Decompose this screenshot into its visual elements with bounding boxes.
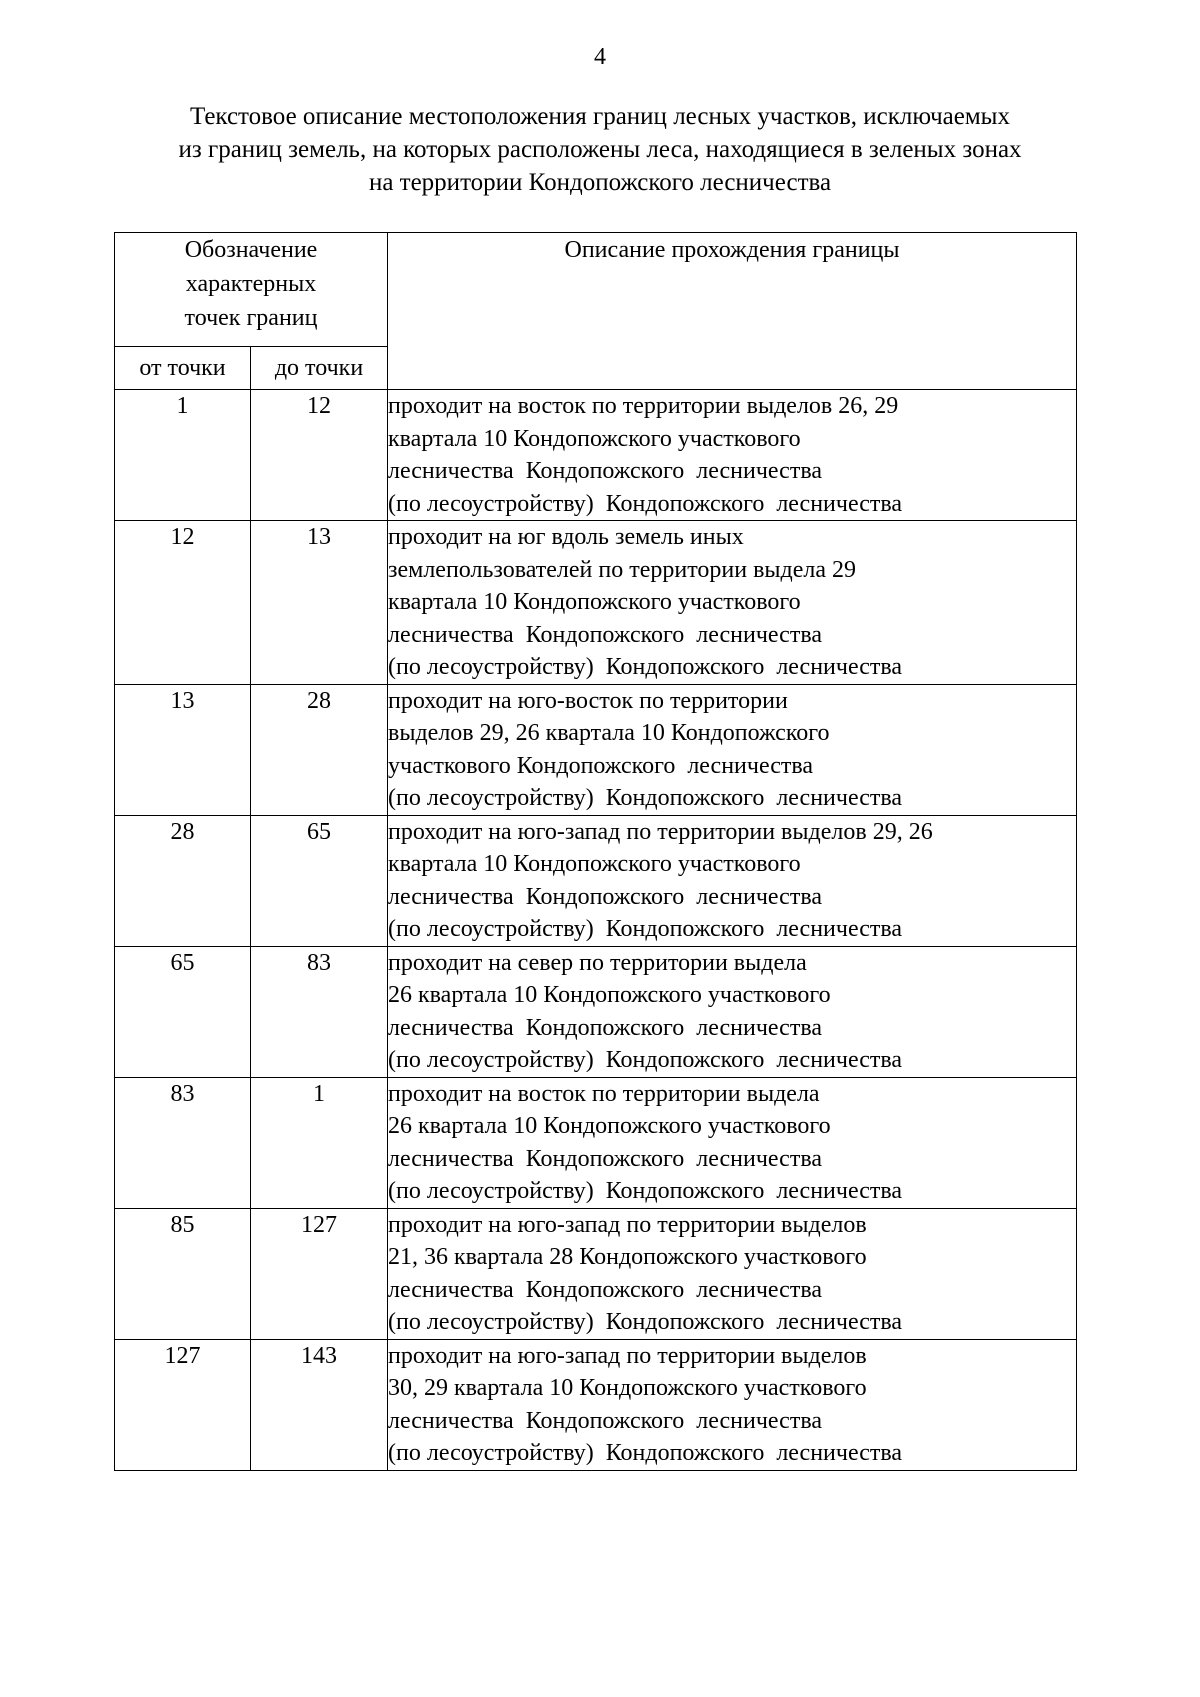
description-line: квартала 10 Кондопожского участкового [388,851,801,877]
description-line: (по лесоустройству) Кондопожского лесничества [388,654,903,680]
page-number: 4 [594,44,606,70]
from-point-cell: 85 [115,1208,251,1339]
to-point-cell: 1 [251,1077,388,1208]
description-line: лесничества Кондопожского лесничества [388,621,822,648]
from-point-cell: 127 [115,1339,251,1470]
description-line: (по лесоустройству) Кондопожского лесничества [388,916,903,942]
from-point-header: от точки [115,347,251,390]
table-row [115,1208,1077,1339]
table-row [115,1339,1077,1470]
description-line: 26 квартала 10 Кондопожского участкового [388,982,831,1008]
description-line: лесничества Кондопожского лесничества [388,1276,822,1303]
title-line: Текстовое описание местоположения границ лесных участков, исключаемых [190,103,1010,130]
description-line: (по лесоустройству) Кондопожского лесничества [388,1178,903,1204]
table-body [115,390,1077,1471]
to-point-cell: 127 [251,1208,388,1339]
boundary-description-cell [388,815,1077,946]
table-row [115,946,1077,1077]
description-line: 26 квартала 10 Кондопожского участкового [388,1113,831,1139]
from-point-cell: 1 [115,390,251,521]
to-point-cell: 13 [251,521,388,685]
to-point-header: до точки [251,347,388,390]
table-row [115,390,1077,521]
description-line: проходит на восток по территории выдела [388,1080,820,1107]
description-line: лесничества Кондопожского лесничества [388,1014,822,1041]
description-line: 30, 29 квартала 10 Кондопожского участкового [388,1375,867,1401]
title-line: на территории Кондопожского лесничества [368,169,832,196]
description-line: лесничества Кондопожского лесничества [388,883,822,910]
table-row [115,815,1077,946]
description-line: проходит на юго-запад по территории выделов [388,1211,867,1238]
document-title [120,100,1080,199]
description-line: проходит на юго-восток по территории [388,687,788,714]
points-group-header-line: Обозначение [184,237,318,263]
boundary-description-table [114,232,1077,1471]
title-line: из границ земель, на которых расположены леса, находящиеся в зеленых зонах [178,136,1022,163]
description-line: квартала 10 Кондопожского участкового [388,425,801,452]
to-point-cell: 28 [251,684,388,815]
description-header: Описание прохождения границы [388,233,1077,390]
description-line: (по лесоустройству) Кондопожского лесничества [388,1309,903,1335]
description-line: квартала 10 Кондопожского участкового [388,589,801,615]
description-line: проходит на север по территории выдела [388,949,807,976]
boundary-description-cell [388,946,1077,1077]
to-point-cell: 65 [251,815,388,946]
points-group-header [115,233,388,347]
description-line: лесничества Кондопожского лесничества [388,458,822,484]
boundary-description-cell [388,684,1077,815]
boundary-description-cell [388,521,1077,685]
points-group-header-line: точек границ [184,305,318,331]
description-line: участкового Кондопожского лесничества [388,752,814,779]
from-point-cell: 13 [115,684,251,815]
to-point-cell: 143 [251,1339,388,1470]
description-line: (по лесоустройству) Кондопожского лесничества [388,785,903,811]
from-point-cell: 12 [115,521,251,685]
description-line: проходит на юг вдоль земель иных [388,524,744,550]
description-line: (по лесоустройству) Кондопожского лесничества [388,1047,903,1073]
boundary-description-cell [388,390,1077,521]
table-row [115,684,1077,815]
description-line: 21, 36 квартала 28 Кондопожского участкового [388,1244,867,1270]
from-point-cell: 28 [115,815,251,946]
table-row [115,1077,1077,1208]
to-point-cell: 83 [251,946,388,1077]
from-point-cell: 83 [115,1077,251,1208]
boundary-description-cell [388,1077,1077,1208]
description-line: проходит на юго-запад по территории выделов 29, 26 [388,818,933,845]
description-line: лесничества Кондопожского лесничества [388,1145,822,1172]
description-line: (по лесоустройству) Кондопожского лесничества [388,490,903,517]
description-line: проходит на восток по территории выделов 26, 29 [388,393,899,419]
to-point-cell: 12 [251,390,388,521]
description-line: лесничества Кондопожского лесничества [388,1407,822,1434]
from-point-cell: 65 [115,946,251,1077]
boundary-description-cell [388,1339,1077,1470]
boundary-description-cell [388,1208,1077,1339]
points-group-header-line: характерных [185,271,317,297]
description-line: (по лесоустройству) Кондопожского лесничества [388,1440,903,1466]
description-line: землепользователей по территории выдела 29 [388,556,857,583]
table-row [115,521,1077,685]
description-line: выделов 29, 26 квартала 10 Кондопожского [388,720,830,746]
description-line: проходит на юго-запад по территории выделов [388,1342,867,1369]
